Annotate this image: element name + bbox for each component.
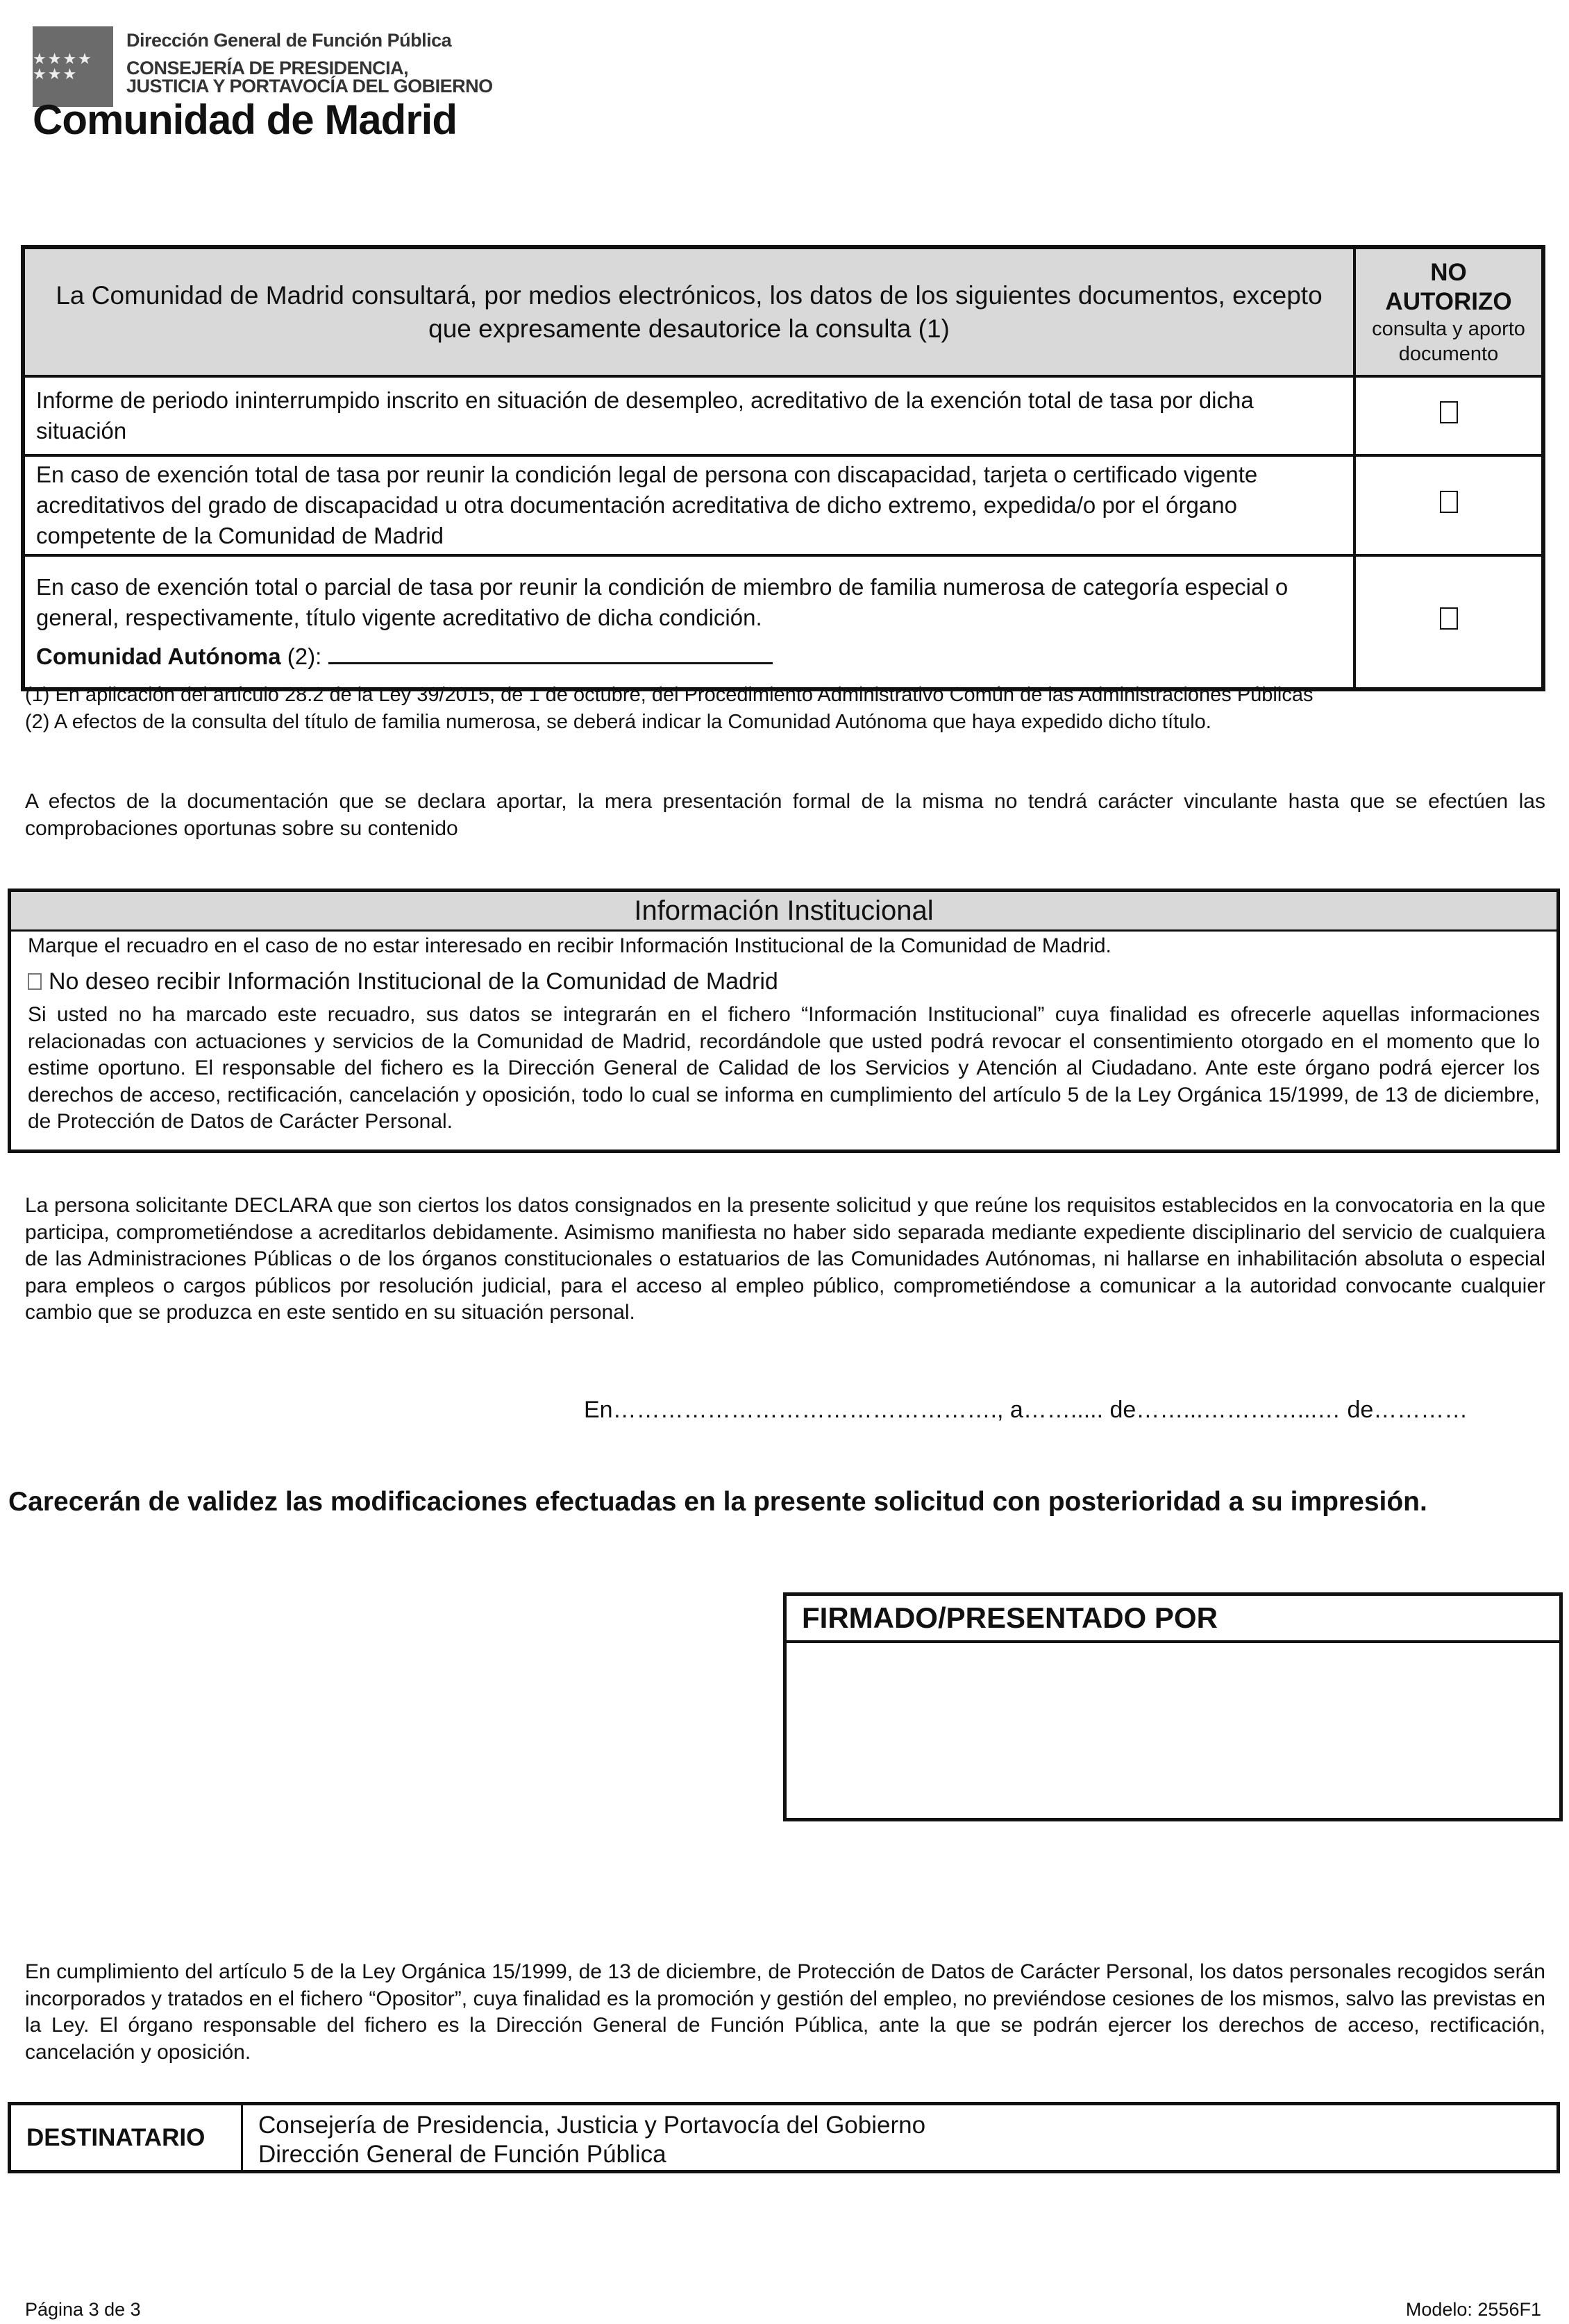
page-number: Página 3 de 3 <box>25 2299 141 2320</box>
signature-title: FIRMADO/PRESENTADO POR <box>787 1596 1559 1643</box>
section-title: Información Institucional <box>11 892 1557 932</box>
table-row <box>23 455 1543 555</box>
madrid-flag-logo <box>33 26 113 107</box>
row-text: Informe de periodo ininterrumpido inscrito en situación de desempleo, acreditativo de la exención total de tasa por dicha situación <box>23 376 1354 455</box>
autorizo-sublabel: consulta y aporto documento <box>1372 317 1525 365</box>
table-row <box>23 376 1543 455</box>
recipient-line2: Dirección General de Función Pública <box>258 2141 666 2168</box>
stars-icon: ★★★★ ★★★ <box>33 50 93 83</box>
comunidad-note: (2): <box>280 643 322 669</box>
data-protection-text: En cumplimiento del artículo 5 de la Ley Orgánica 15/1999, de 13 de diciembre, de Protección de Datos de Carácter Personal, los datos personales recogidos serán incorporados y tratados en el fichero “Opositor”, cuya finalidad es la promoción y gestión del empleo, no previéndose cesiones de los mismos, salvo las previstas en la Ley. El órgano responsable del fichero es la Dirección General de Función Pública, ante la que se podrán ejercer los derechos de acceso, rectificación, cancelación y oposición. <box>25 1960 1545 2064</box>
recipient-box <box>8 2102 1560 2173</box>
comunidad-autonoma-input[interactable] <box>328 662 773 664</box>
no-autorizo-checkbox[interactable] <box>1440 401 1458 423</box>
comunidad-label: Comunidad Autónoma <box>36 643 281 669</box>
recipient-label: DESTINATARIO <box>11 2105 243 2170</box>
logo-consejeria: CONSEJERÍA DE PRESIDENCIA, <box>126 58 409 78</box>
no-info-option[interactable] <box>11 968 1557 995</box>
no-info-label: No deseo recibir Información Institucional de la Comunidad de Madrid <box>49 968 778 995</box>
logo-directorate: Dirección General de Función Pública <box>126 30 452 51</box>
info-body: Si usted no ha marcado este recuadro, sus datos se integrarán en el fichero “Información Institucional” cuya finalidad es ofrecerle aquellas informaciones relacionadas con actuaciones y servicios de la Comunidad de Madrid, recordándole que usted podrá revocar el consentimiento otorgado en el momento que lo estime oportuno. El responsable del fichero es la Dirección General de Calidad de los Servicios y Atención al Ciudadano. Ante este órgano podrá ejercer los derechos de acceso, rectificación, cancelación y oposición, todo lo cual se informa en cumplimiento del artículo 5 de la Ley Orgánica 15/1999, de 13 de diciembre, de Protección de Datos de Carácter Personal. <box>28 1003 1540 1133</box>
documentation-note: A efectos de la documentación que se declara aportar, la mera presentación formal de la misma no tendrá carácter vinculante hasta que se efectúen las comprobaciones oportunas sobre su contenido <box>25 790 1545 840</box>
no-autorizo-checkbox[interactable] <box>1440 607 1458 630</box>
model-number: Modelo: 2556F1 <box>1405 2299 1541 2320</box>
logo-title: Comunidad de Madrid <box>33 96 457 143</box>
table-row <box>23 555 1543 689</box>
footnote-1: (1) En aplicación del artículo 28.2 de la Ley 39/2015, de 1 de octubre, del Procedimiento Administrativo Común de las Administraciones Públicas <box>25 684 1314 706</box>
autorizo-label: AUTORIZO <box>1385 287 1512 315</box>
logo-consejeria-2: JUSTICIA Y PORTAVOCÍA DEL GOBIERNO <box>126 76 493 96</box>
signature-box[interactable] <box>783 1592 1563 1821</box>
no-autorizo-header <box>1354 247 1543 376</box>
declaration-text: La persona solicitante DECLARA que son ciertos los datos consignados en la presente solicitud y que reúne los requisitos establecidos en la convocatoria en la que participa, comprometiéndose a acreditarlos debidamente. Asimismo manifiesta no haber sido separada mediante expediente disciplinario del servicio de cualquiera de las Administraciones Públicas o de los órganos constitucionales o estatuarios de las Comunidades Autónomas, ni hallarse en inhabilitación absoluta o especial para empleos o cargos públicos por resolución judicial, para el acceso al empleo público, comprometiéndose a comunicar a la autoridad convocante cualquier cambio que se produzca en este sentido en su situación personal. <box>25 1194 1545 1324</box>
recipient-line1: Consejería de Presidencia, Justicia y Portavocía del Gobierno <box>258 2112 926 2139</box>
table-header: La Comunidad de Madrid consultará, por medios electrónicos, los datos de los siguientes documentos, excepto que expresamente desautorice la consulta (1) <box>23 247 1354 376</box>
no-autorizo-checkbox[interactable] <box>1440 491 1458 513</box>
validity-notice: Carecerán de validez las modificaciones efectuadas en la presente solicitud con posterioridad a su impresión. <box>8 1487 1427 1517</box>
footnote-2: (2) A efectos de la consulta del título de familia numerosa, se deberá indicar la Comunidad Autónoma que haya expedido dicho título. <box>25 711 1211 733</box>
instruction-text: Marque el recuadro en el caso de no estar interesado en recibir Información Institucional de la Comunidad de Madrid. <box>28 934 1111 957</box>
no-info-checkbox[interactable] <box>28 973 42 990</box>
authorization-table <box>21 245 1545 691</box>
row-text: En caso de exención total o parcial de tasa por reunir la condición de miembro de familia numerosa de categoría especial o general, respectivamente, título vigente acreditativo de dicha condición. <box>36 574 1289 630</box>
no-label: NO <box>1430 258 1467 286</box>
place-date-line[interactable]: En…………………………………………., a……..... de……...…………...… de………… <box>584 1397 1468 1423</box>
institutional-info-section <box>8 889 1560 1153</box>
row-text: En caso de exención total de tasa por reunir la condición legal de persona con discapacidad, tarjeta o certificado vigente acreditativos del grado de discapacidad u otra documentación acreditativa de dicho extremo, expedida/o por el órgano competente de la Comunidad de Madrid <box>23 455 1354 555</box>
